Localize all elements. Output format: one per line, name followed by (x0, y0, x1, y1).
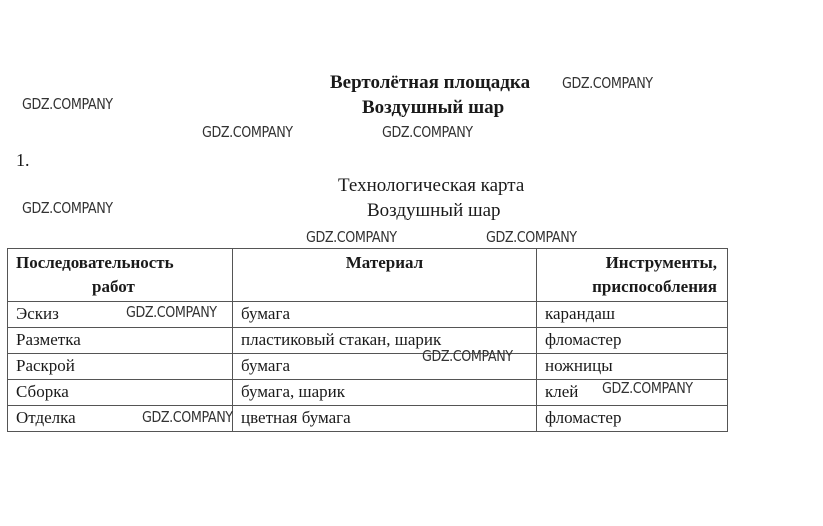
watermark: GDZ.COMPANY (22, 95, 113, 113)
header-sequence-line2: работ (92, 277, 135, 296)
cell-step: Сборка (8, 380, 233, 406)
header-sequence (8, 249, 233, 302)
cell-tool: фломастер (537, 328, 728, 354)
cell-tool: карандаш (537, 302, 728, 328)
header-tools-line1: Инструменты, (605, 253, 717, 272)
cell-tool: клей (537, 380, 728, 406)
watermark: GDZ.COMPANY (202, 123, 293, 141)
cell-tool: ножницы (537, 354, 728, 380)
watermark: GDZ.COMPANY (22, 199, 113, 217)
cell-material: бумага (233, 354, 537, 380)
watermark: GDZ.COMPANY (422, 347, 513, 365)
header-material: Материал (233, 249, 537, 302)
page-subtitle: Воздушный шар (362, 97, 505, 118)
cell-tool: фломастер (537, 406, 728, 432)
cell-step: Отделка (8, 406, 233, 432)
watermark: GDZ.COMPANY (602, 379, 693, 397)
table-row (8, 406, 728, 432)
watermark: GDZ.COMPANY (306, 228, 397, 246)
header-tools (537, 249, 728, 302)
watermark: GDZ.COMPANY (382, 123, 473, 141)
cell-material: бумага (233, 302, 537, 328)
cell-material: цветная бумага (233, 406, 537, 432)
table-row (8, 302, 728, 328)
cell-material: пластиковый стакан, шарик (233, 328, 537, 354)
card-subtitle: Воздушный шар (367, 200, 501, 221)
cell-step: Раскрой (8, 354, 233, 380)
watermark: GDZ.COMPANY (142, 408, 233, 426)
table-row (8, 354, 728, 380)
watermark: GDZ.COMPANY (126, 303, 217, 321)
technology-card-table (7, 248, 728, 432)
card-title: Технологическая карта (338, 175, 525, 196)
watermark: GDZ.COMPANY (486, 228, 577, 246)
cell-step: Разметка (8, 328, 233, 354)
header-tools-line2: приспособления (592, 277, 717, 296)
cell-step: Эскиз (8, 302, 233, 328)
cell-material: бумага, шарик (233, 380, 537, 406)
task-number: 1. (16, 150, 30, 170)
page-title: Вертолётная площадка (330, 72, 531, 93)
table-header-row (8, 249, 728, 302)
table-row (8, 328, 728, 354)
watermark: GDZ.COMPANY (562, 74, 653, 92)
header-sequence-line1: Последовательность (16, 253, 174, 272)
